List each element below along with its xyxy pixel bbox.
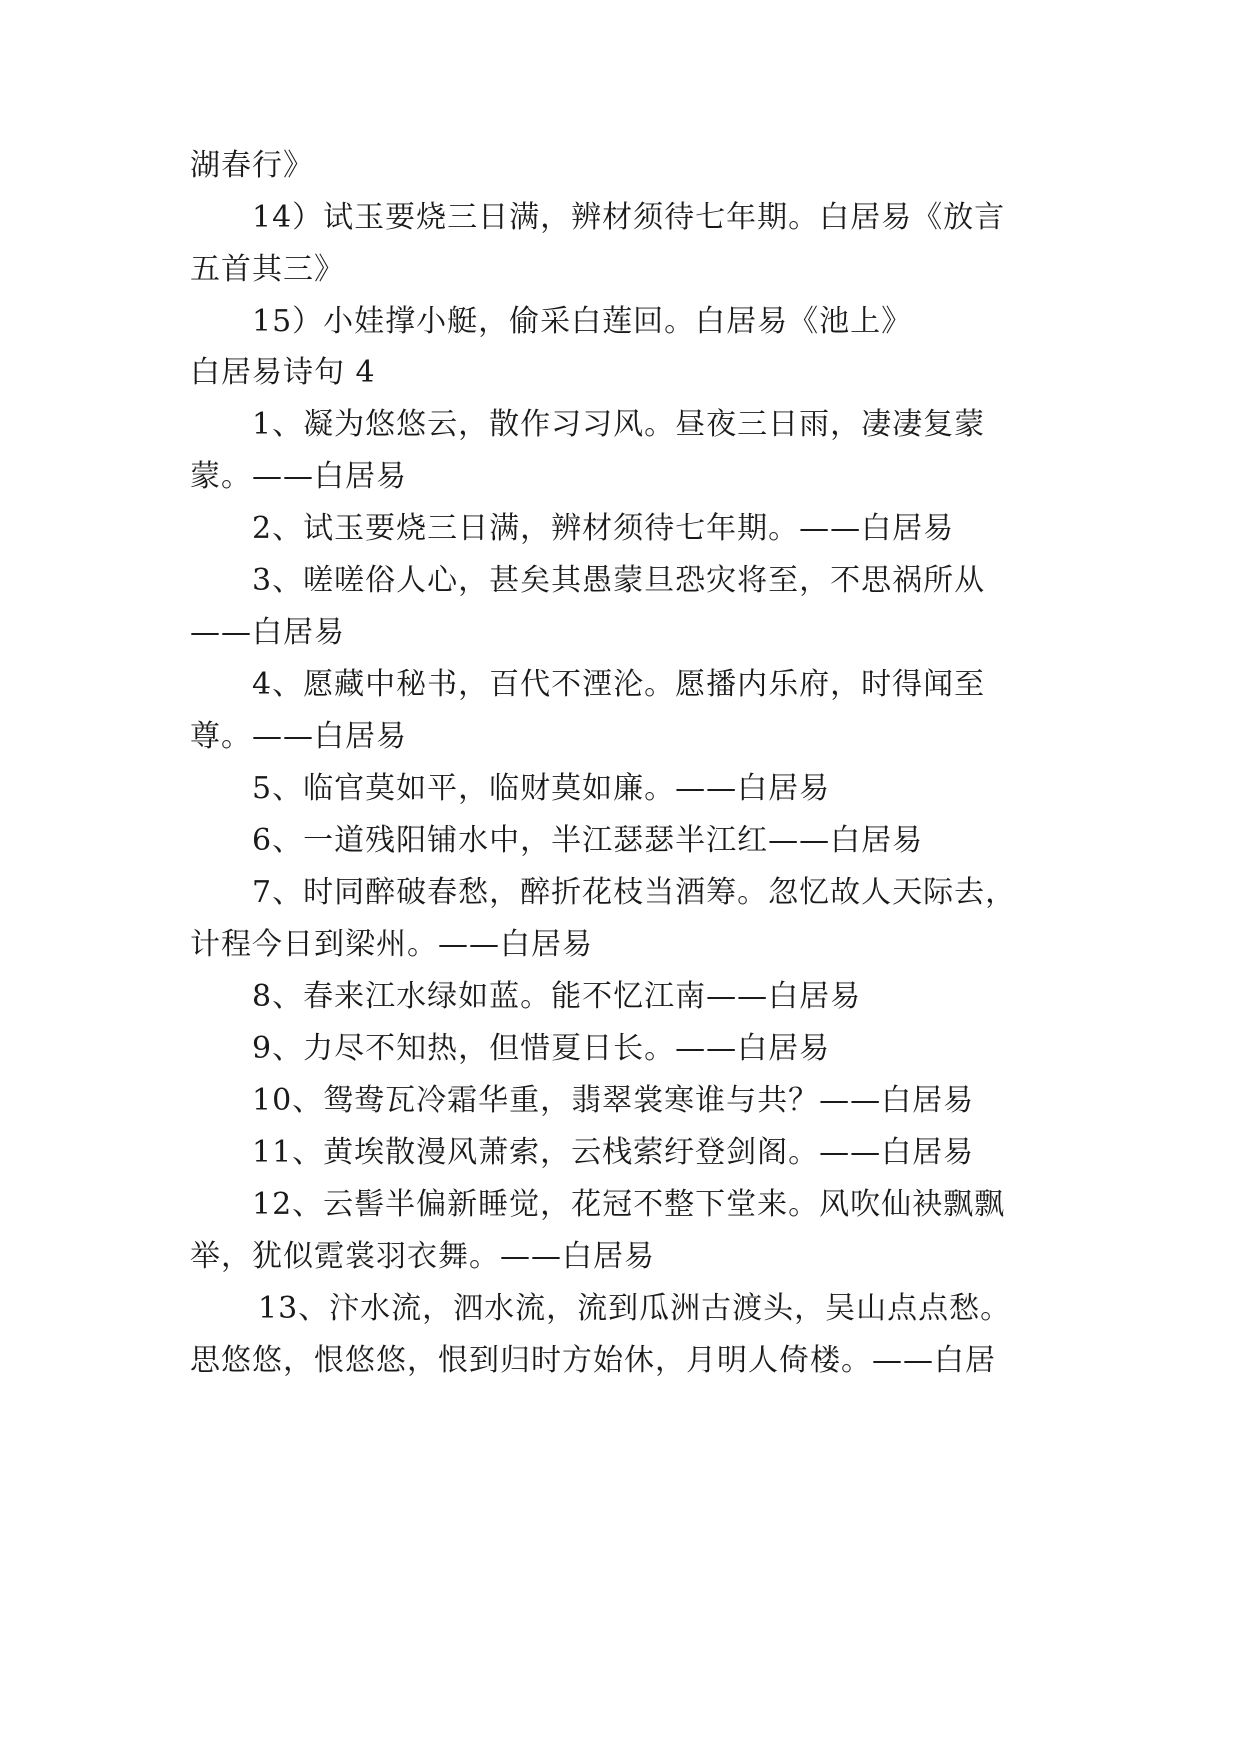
text-line: 湖春行》 <box>190 148 314 183</box>
text-line: 6、一道残阳铺水中，半江瑟瑟半江红——白居易 <box>252 823 924 858</box>
text-line: ——白居易 <box>190 615 345 650</box>
text-line: 10、鸳鸯瓦冷霜华重，翡翠裳寒谁与共？——白居易 <box>252 1083 975 1118</box>
text-line: 举，犹似霓裳羽衣舞。——白居易 <box>190 1239 655 1274</box>
text-line: 15）小娃撑小艇，偷采白莲回。白居易《池上》 <box>252 304 913 339</box>
text-line: 2、试玉要烧三日满，辨材须待七年期。——白居易 <box>252 511 955 546</box>
text-line: 11、黄埃散漫风萧索，云栈萦纡登剑阁。——白居易 <box>252 1135 975 1170</box>
text-line: 13、汴水流，泗水流，流到瓜洲古渡头，吴山点点愁。 <box>258 1291 1012 1326</box>
text-line: 思悠悠，恨悠悠，恨到归时方始休，月明人倚楼。——白居 <box>190 1343 996 1378</box>
text-line: 1、凝为悠悠云，散作习习风。昼夜三日雨，凄凄复蒙 <box>252 407 986 442</box>
text-line: 4、愿藏中秘书，百代不湮沦。愿播内乐府，时得闻至 <box>252 667 986 702</box>
section-heading: 白居易诗句 4 <box>190 355 376 390</box>
text-line: 计程今日到梁州。——白居易 <box>190 927 593 962</box>
text-line: 3、嗟嗟俗人心，甚矣其愚蒙旦恐灾将至，不思祸所从 <box>252 563 986 598</box>
text-line: 蒙。——白居易 <box>190 459 407 494</box>
text-line: 9、力尽不知热，但惜夏日长。——白居易 <box>252 1031 831 1066</box>
text-line: 12、云髻半偏新睡觉，花冠不整下堂来。风吹仙袂飘飘 <box>252 1187 1006 1222</box>
text-line: 尊。——白居易 <box>190 719 407 754</box>
text-line: 5、临官莫如平，临财莫如廉。——白居易 <box>252 771 831 806</box>
text-line: 五首其三》 <box>190 252 345 287</box>
text-line: 7、时同醉破春愁，醉折花枝当酒筹。忽忆故人天际去， <box>252 875 1017 910</box>
text-line: 8、春来江水绿如蓝。能不忆江南——白居易 <box>252 979 862 1014</box>
text-line: 14）试玉要烧三日满，辨材须待七年期。白居易《放言 <box>252 200 1006 235</box>
